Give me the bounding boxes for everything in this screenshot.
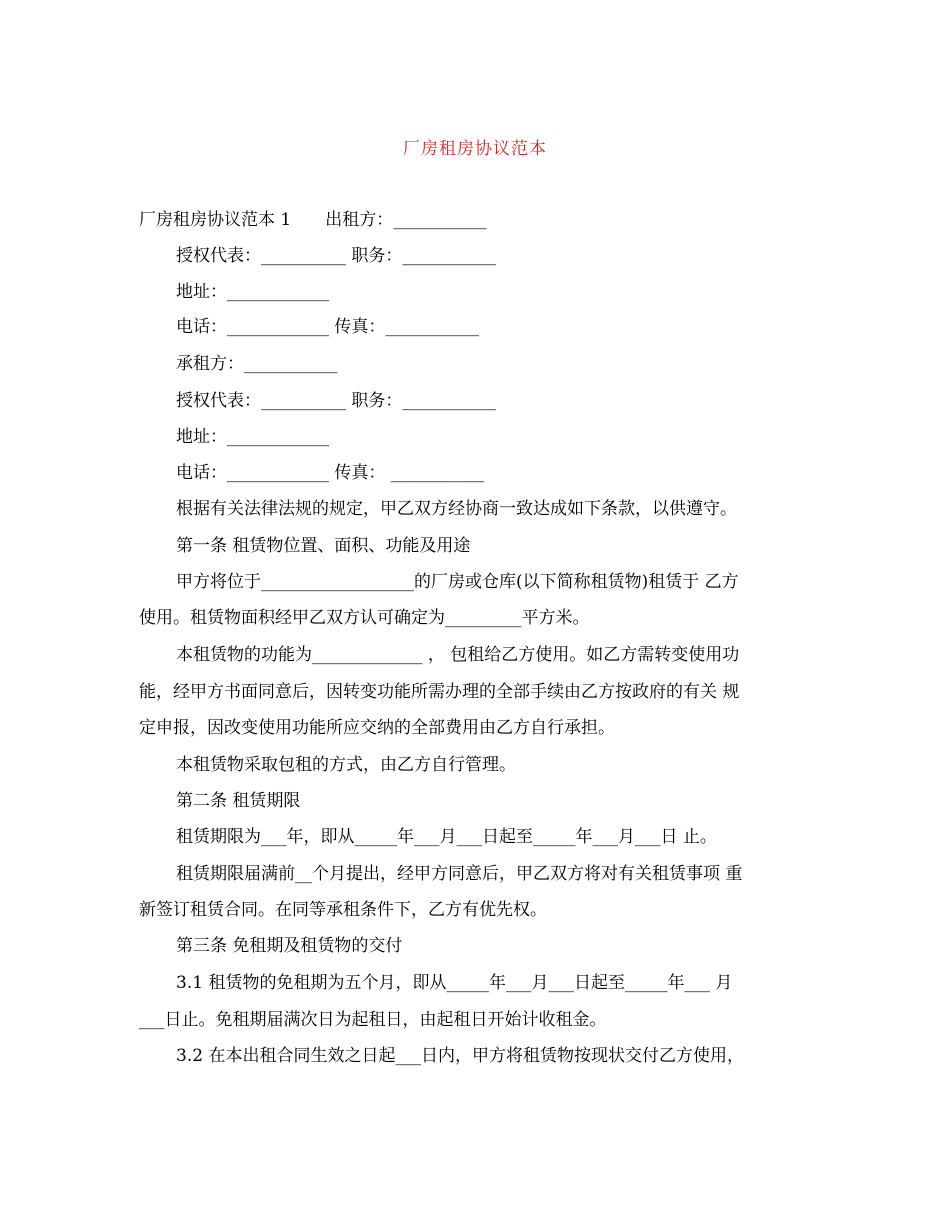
article-1-para-2-line-3: 定申报，因改变使用功能所应交纳的全部费用由乙方自行承担。 bbox=[139, 718, 615, 738]
lessor-address: 地址：____________ bbox=[176, 282, 329, 302]
article-1-para-1-line-2: 使用。租赁物面积经甲乙双方认可确定为_________平方米。 bbox=[139, 608, 590, 628]
article-1-para-3: 本租赁物采取包租的方式，由乙方自行管理。 bbox=[176, 755, 516, 775]
lessor-phone-fax: 电话：____________ 传真：___________ bbox=[176, 317, 479, 337]
article-1-para-2-line-2: 能，经甲方书面同意后，因转变功能所需办理的全部手续由乙方按政府的有关 规 bbox=[139, 682, 740, 702]
article-2-para-1: 租赁期限为___年，即从_____年___月___日起至_____年___月___日 止。 bbox=[176, 827, 717, 847]
document-title: 厂房租房协议范本 bbox=[403, 139, 547, 159]
article-3-para-1-line-1: 3.1 租赁物的免租期为五个月，即从_____年___月___日起至_____年___ 月 bbox=[176, 973, 733, 993]
article-2-title: 第二条 租赁期限 bbox=[176, 791, 301, 811]
article-3-para-2-line-1: 3.2 在本出租合同生效之日起___日内，甲方将租赁物按现状交付乙方使用， bbox=[176, 1046, 744, 1066]
article-1-title: 第一条 租赁物位置、面积、功能及用途 bbox=[176, 536, 471, 556]
article-3-para-1-line-2: ___日止。免租期届满次日为起租日，由起租日开始计收租金。 bbox=[139, 1010, 607, 1030]
article-1-para-2-line-1: 本租赁物的功能为_____________ ， 包租给乙方使用。如乙方需转变使用功 bbox=[176, 645, 740, 665]
lessee-representative: 授权代表：__________ 职务：___________ bbox=[176, 391, 496, 411]
lessee-phone-fax: 电话：____________ 传真： ___________ bbox=[176, 463, 485, 483]
article-2-para-2-line-1: 租赁期限届满前__个月提出，经甲方同意后，甲乙双方将对有关租赁事项 重 bbox=[176, 864, 743, 884]
article-2-para-2-line-2: 新签订租赁合同。在同等承租条件下，乙方有优先权。 bbox=[139, 900, 547, 920]
article-3-title: 第三条 免租期及租赁物的交付 bbox=[176, 936, 403, 956]
heading-line bbox=[139, 208, 819, 232]
preamble-paragraph: 根据有关法律法规的规定，甲乙双方经协商一致达成如下条款，以供遵守。 bbox=[176, 499, 737, 519]
lessor-field: 出租方：___________ bbox=[325, 210, 487, 230]
article-1-para-1-line-1: 甲方将位于__________________的厂房或仓库(以下简称租赁物)租赁于 乙方 bbox=[176, 572, 739, 592]
lessor-representative: 授权代表：__________ 职务：___________ bbox=[176, 246, 496, 266]
lessee-address: 地址：____________ bbox=[176, 427, 329, 447]
document-heading: 厂房租房协议范本 1 bbox=[139, 210, 292, 230]
lessee-field: 承租方：___________ bbox=[176, 354, 338, 374]
